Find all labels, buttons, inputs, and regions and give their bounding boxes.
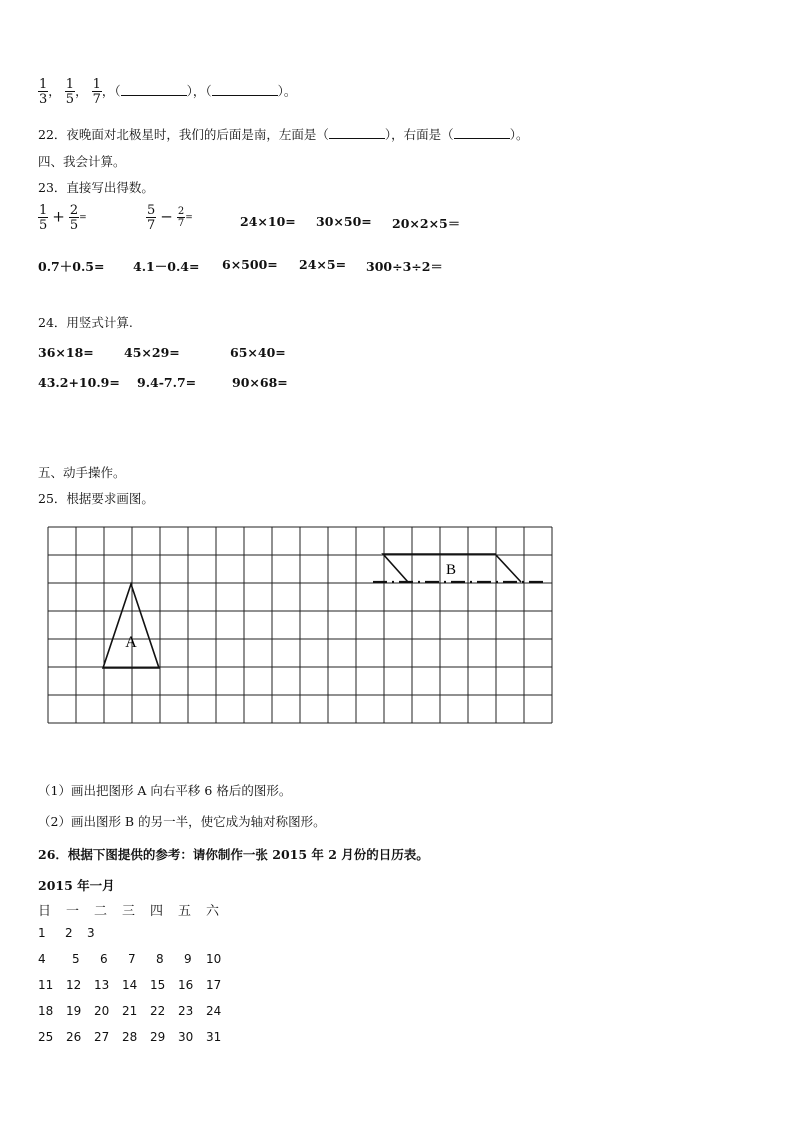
calc-item: 36×18= <box>38 345 94 360</box>
task-2: （2）画出图形 B 的另一半，使它成为轴对称图形。 <box>38 814 326 829</box>
calendar <box>38 900 238 1050</box>
calendar-day: 22 <box>150 1004 166 1018</box>
weekday-label: 六 <box>206 904 220 919</box>
calendar-day: 10 <box>206 952 222 966</box>
calendar-day: 9 <box>184 952 192 966</box>
calc-item: 90×68= <box>232 375 288 390</box>
shape-a-label: A <box>125 634 137 651</box>
calendar-day: 14 <box>122 978 138 992</box>
weekday-label: 二 <box>94 904 108 919</box>
paren: ）。 <box>277 83 297 99</box>
question-23-title: 23．直接写出得数。 <box>38 180 154 195</box>
fraction: $\frac{2}{5}$ <box>69 203 79 233</box>
q22-text: 22．夜晚面对北极星时，我们的后面是南，左面是（ <box>38 127 329 142</box>
weekday-label: 一 <box>66 904 80 919</box>
calendar-day: 11 <box>38 978 54 992</box>
fraction: $\frac{1}{5}$ <box>65 77 75 107</box>
calendar-day: 1 <box>38 926 46 940</box>
calendar-day: 26 <box>66 1030 82 1044</box>
calendar-day: 24 <box>206 1004 222 1018</box>
answer-blank[interactable] <box>212 94 278 96</box>
calc-item: 300÷3÷2＝ <box>366 259 443 274</box>
calendar-day: 2 <box>65 926 73 940</box>
calendar-day: 19 <box>66 1004 82 1018</box>
calendar-day: 28 <box>122 1030 138 1044</box>
calc-item: 4.1－0.4= <box>133 259 200 274</box>
calc-item: 43.2+10.9= <box>38 375 120 390</box>
operator: + <box>52 207 65 226</box>
fraction: $\frac{2}{7}$ <box>177 206 185 229</box>
operator: − <box>160 207 173 226</box>
calendar-day: 15 <box>150 978 166 992</box>
question-24-title: 24．用竖式计算. <box>38 315 133 330</box>
calendar-title: 2015 年一月 <box>38 878 115 893</box>
comma: ， <box>75 83 88 99</box>
calendar-day: 3 <box>87 926 95 940</box>
calendar-day: 4 <box>38 952 46 966</box>
weekday-label: 五 <box>178 904 192 919</box>
calendar-day: 18 <box>38 1004 54 1018</box>
question-25-title: 25．根据要求画图。 <box>38 491 154 506</box>
task-1: （1）画出把图形 A 向右平移 6 格后的图形。 <box>38 783 292 798</box>
paren: （ <box>114 83 121 99</box>
calendar-day: 8 <box>156 952 164 966</box>
fraction: $\frac{5}{7}$ <box>147 203 156 233</box>
shape-b-label: B <box>445 562 457 578</box>
weekday-label: 四 <box>150 904 164 919</box>
calendar-day: 25 <box>38 1030 54 1044</box>
comma: ， <box>101 83 115 99</box>
answer-blank[interactable] <box>454 137 510 139</box>
calc-item: 45×29= <box>124 345 180 360</box>
fraction-expr-2 <box>146 204 193 232</box>
paren: ），（ <box>186 83 212 99</box>
fraction: $\frac{1}{5}$ <box>39 203 48 233</box>
calendar-day: 30 <box>178 1030 194 1044</box>
calc-item: 24×5= <box>299 257 347 272</box>
answer-blank[interactable] <box>121 94 187 96</box>
calc-item: 65×40= <box>230 345 286 360</box>
calendar-day: 20 <box>94 1004 110 1018</box>
calendar-day: 23 <box>178 1004 194 1018</box>
weekday-label: 三 <box>122 904 136 919</box>
fraction-expr-1 <box>38 204 87 232</box>
weekday-label: 日 <box>38 904 52 919</box>
calc-item: 0.7＋0.5= <box>38 259 105 274</box>
calendar-day: 5 <box>72 952 80 966</box>
fraction: $\frac{1}{7}$ <box>92 77 101 107</box>
calc-item: 6×500= <box>222 257 278 272</box>
calendar-day: 7 <box>128 952 136 966</box>
q21-continuation <box>38 78 296 106</box>
calendar-day: 31 <box>206 1030 222 1044</box>
calendar-day: 17 <box>206 978 222 992</box>
equals: = <box>79 213 87 223</box>
calendar-day: 6 <box>100 952 108 966</box>
calc-item: 20×2×5＝ <box>392 216 461 231</box>
comma: ， <box>48 83 61 99</box>
fraction: $\frac{1}{3}$ <box>39 77 48 107</box>
calendar-day: 16 <box>178 978 194 992</box>
calendar-day: 13 <box>94 978 110 992</box>
question-22 <box>38 125 528 143</box>
section-5-heading: 五、动手操作。 <box>38 465 126 480</box>
q22-text: ），右面是（ <box>384 127 454 142</box>
drawing-grid[interactable] <box>47 526 553 728</box>
answer-blank[interactable] <box>329 137 385 139</box>
calendar-day: 27 <box>94 1030 110 1044</box>
q22-text: ）。 <box>509 127 529 142</box>
grid-lines <box>48 527 552 723</box>
calc-item: 9.4-7.7= <box>137 375 197 390</box>
calendar-day: 12 <box>66 978 82 992</box>
triangle-a <box>103 584 159 668</box>
calc-item: 30×50= <box>316 214 372 229</box>
equals: = <box>185 213 193 223</box>
section-4-heading: 四、我会计算。 <box>38 154 126 169</box>
calendar-day: 29 <box>150 1030 166 1044</box>
calendar-day: 21 <box>122 1004 138 1018</box>
shape-a <box>103 584 159 668</box>
question-26-title: 26．根据下图提供的参考：请你制作一张 2015 年 2 月份的日历表。 <box>38 847 429 862</box>
shape-b <box>373 554 547 582</box>
calc-item: 24×10= <box>240 214 296 229</box>
